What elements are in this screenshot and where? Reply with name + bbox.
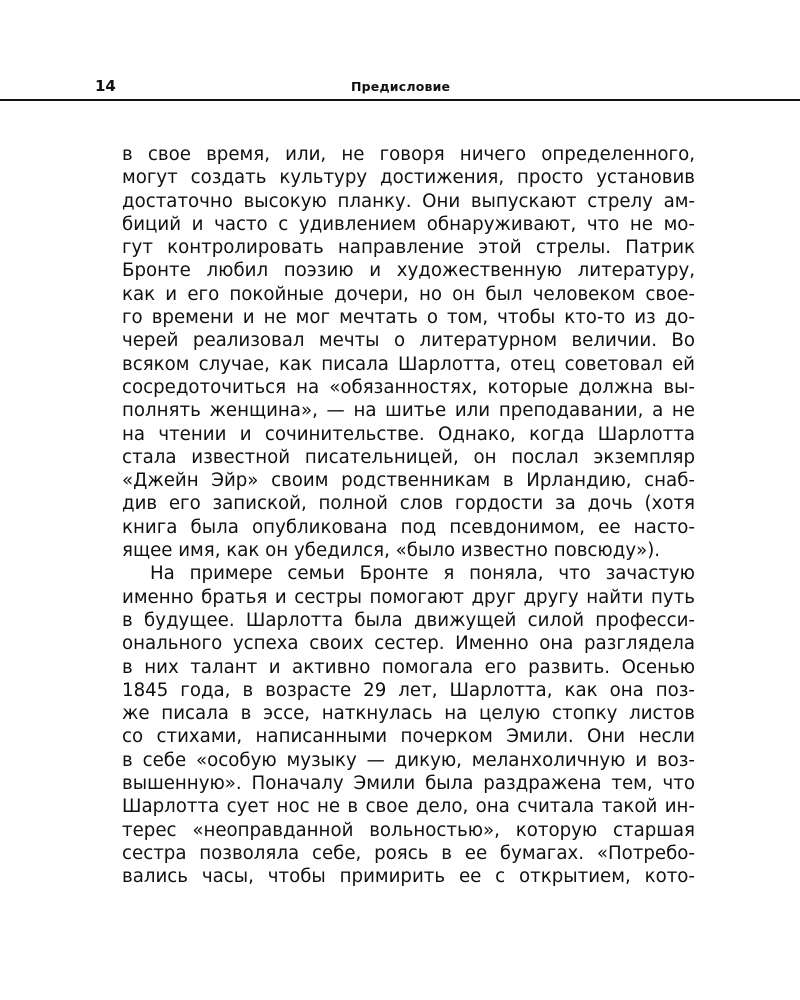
text-line: онального успеха своих сестер. Именно она разглядела	[122, 633, 695, 655]
text-line: со стихами, написанными почерком Эмили. Они несли	[122, 726, 695, 748]
text-line: в них талант и активно помогала его развить. Осенью	[122, 656, 695, 678]
text-line: Шарлотта сует нос не в свое дело, она считала такой ин-	[122, 796, 695, 818]
text-line: полнять женщина», — на шитье или преподавании, а не	[122, 400, 695, 422]
text-line: ящее имя, как он убедился, «было известно повсюду»).	[122, 540, 661, 562]
text-line: «Джейн Эйр» своим родственникам в Ирландию, снаб-	[122, 470, 695, 492]
text-line: 1845 года, в возрасте 29 лет, Шарлотта, как она поз-	[122, 679, 695, 701]
text-line: биций и часто с удивлением обнаруживают, что не мо-	[122, 213, 695, 235]
text-line: же писала в эссе, наткнулась на целую стопку листов	[122, 703, 695, 725]
text-line: именно братья и сестры помогают друг другу найти путь	[122, 586, 695, 608]
text-line: в будущее. Шарлотта была движущей силой професси-	[122, 609, 695, 631]
text-line: сестра позволяла себе, роясь в ее бумагах. «Потребо-	[122, 842, 695, 864]
text-line: го времени и не мог мечтать о том, чтобы кто-то из до-	[122, 307, 695, 329]
text-line: черей реализовал мечты о литературном величии. Во	[122, 330, 695, 352]
text-line: в себе «особую музыку — дикую, меланхоличную и воз-	[122, 749, 695, 771]
header-divider	[0, 99, 800, 101]
text-line: в свое время, или, не говоря ничего определенного,	[122, 144, 695, 165]
text-line: всяком случае, как писала Шарлотта, отец советовал ей	[122, 353, 695, 375]
text-line: могут создать культуру достижения, просто установив	[122, 167, 695, 189]
text-line: гут контролировать направление этой стрелы. Патрик	[122, 237, 695, 259]
text-line: стала известной писательницей, он послал экземпляр	[122, 446, 695, 468]
page-header	[0, 0, 800, 100]
text-line: как и его покойные дочери, но он был человеком свое-	[122, 283, 695, 305]
running-title: Предисловие	[351, 79, 451, 94]
text-line: На примере семьи Бронте я поняла, что зачастую	[150, 563, 695, 585]
text-line: сосредоточиться на «обязанностях, которые должна вы-	[122, 376, 695, 398]
text-line: вались часы, чтобы примирить ее с открытием, кото-	[122, 866, 695, 888]
page-number: 14	[95, 77, 116, 95]
text-line: див его запиской, полной слов гордости за дочь (хотя	[122, 493, 695, 515]
text-line: достаточно высокую планку. Они выпускают стрелу ам-	[122, 190, 695, 212]
text-line: книга была опубликована под псевдонимом, ее насто-	[122, 516, 695, 538]
text-line: на чтении и сочинительстве. Однако, когда Шарлотта	[122, 423, 695, 445]
body-text	[122, 143, 695, 889]
text-line: терес «неоправданной вольностью», которую старшая	[122, 819, 695, 841]
text-line: Бронте любил поэзию и художественную литературу,	[122, 260, 695, 282]
text-line: вышенную». Поначалу Эмили была раздражена тем, что	[122, 773, 695, 795]
